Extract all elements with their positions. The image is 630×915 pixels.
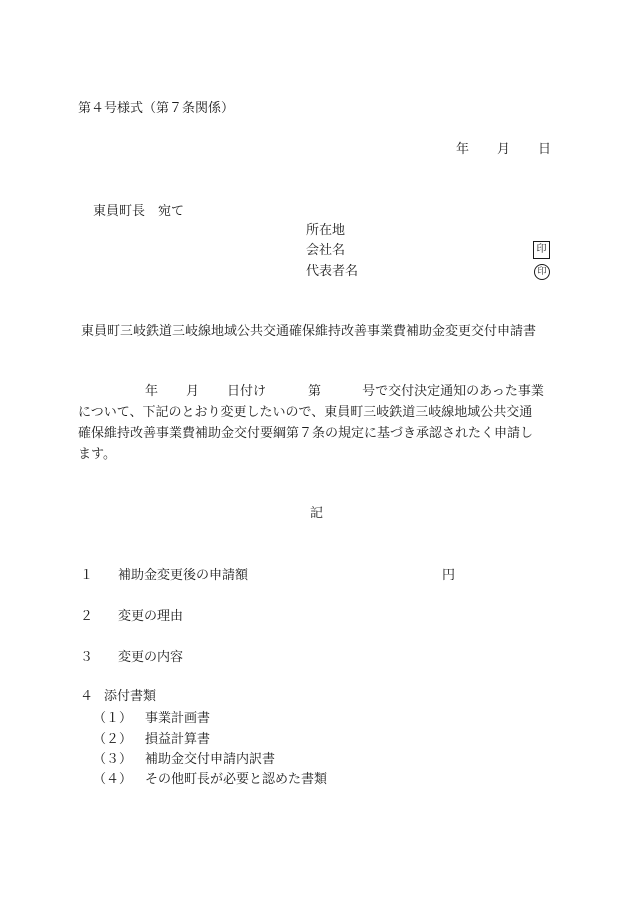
body-month-label: 月 [186, 384, 200, 399]
body-paragraph [78, 385, 558, 469]
item-label: 補助金変更後の申請額 [118, 568, 249, 583]
applicant-company-label: 会社名 [306, 243, 346, 258]
document-title: 東員町三岐鉄道三岐線地域公共交通確保維持改善事業費補助金変更交付申請書 [81, 324, 537, 339]
date-day-label: 日 [538, 142, 552, 157]
item-number: １ [80, 568, 94, 583]
item-label: 変更の内容 [118, 650, 184, 665]
attachment-number: （４） [93, 772, 133, 787]
attachment-label: その他町長が必要と認めた書類 [145, 772, 328, 787]
body-dated-label: 日付け [227, 384, 267, 399]
date-line [456, 143, 551, 156]
body-dai-label: 第 [308, 384, 322, 399]
body-year-label: 年 [145, 384, 159, 399]
body-line-1 [78, 385, 558, 406]
addressee: 東員町長 宛て [93, 204, 185, 219]
item-number: ２ [80, 609, 94, 624]
item-label: 添付書類 [104, 689, 157, 704]
item-number: ４ [80, 689, 94, 704]
applicant-representative-label: 代表者名 [306, 264, 359, 279]
seal-square-icon: 印 [533, 241, 550, 259]
body-line-4: ます。 [78, 447, 116, 462]
item-number: ３ [80, 650, 94, 665]
form-number: 第４号様式（第７条関係） [78, 101, 235, 116]
ki-label: 記 [310, 506, 324, 521]
attachment-label: 損益計算書 [145, 732, 211, 747]
body-line-3: 確保維持改善事業費補助金交付要綱第７条の規定に基づき承認されたく申請し [78, 426, 534, 441]
body-line-1-rest: 号で交付決定通知のあった事業 [362, 384, 544, 399]
attachment-number: （１） [93, 711, 133, 726]
body-line-2: について、下記のとおり変更したいので、東員町三岐鉄道三岐線地域公共交通 [78, 405, 533, 420]
amount-unit-label: 円 [442, 568, 456, 583]
date-year-label: 年 [456, 142, 470, 157]
item-label: 変更の理由 [118, 609, 184, 624]
seal-circle-icon: 印 [534, 264, 550, 280]
attachment-number: （３） [93, 752, 133, 767]
attachment-number: （２） [93, 732, 133, 747]
applicant-address-label: 所在地 [306, 223, 346, 238]
attachment-label: 補助金交付申請内訳書 [145, 752, 276, 767]
date-month-label: 月 [497, 142, 511, 157]
attachment-label: 事業計画書 [145, 711, 211, 726]
